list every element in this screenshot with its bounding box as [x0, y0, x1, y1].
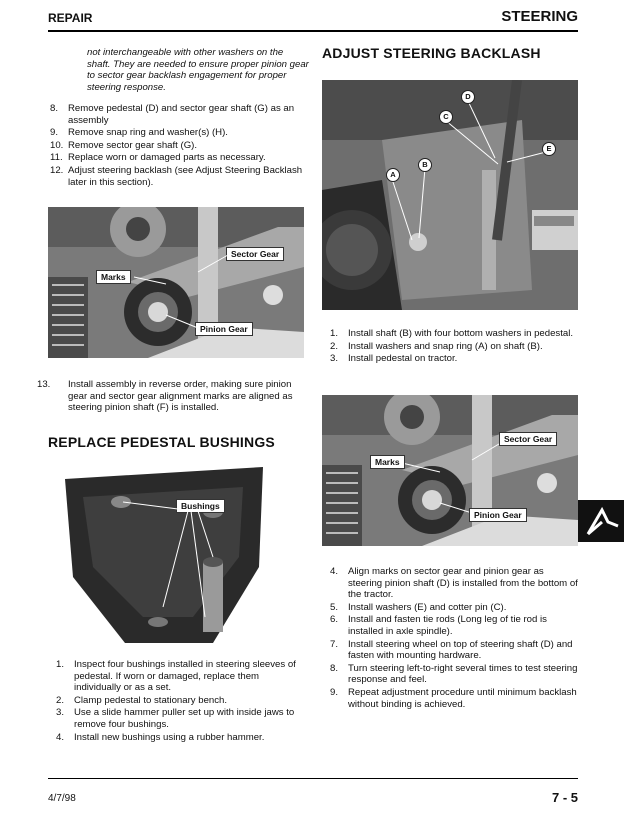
- list-item: 13. Install assembly in reverse order, making sure pinion gear and sector gear alignment marks are aligned as steering pinion shaft (F) is installed.: [37, 379, 293, 414]
- bushings-photo: [63, 467, 263, 643]
- pedestal-heading: REPLACE PEDESTAL BUSHINGS: [48, 434, 275, 450]
- list-item: 10. Remove sector gear shaft (G).: [50, 139, 198, 151]
- callout-lines-2: [322, 395, 578, 546]
- list-item: 9. Remove snap ring and washer(s) (H).: [50, 127, 228, 139]
- steering-wheel-icon: [578, 500, 624, 542]
- backlash-steps: [330, 328, 578, 366]
- list-item: 5. Install washers (E) and cotter pin (C).: [330, 601, 507, 613]
- backlash-photo: [322, 80, 578, 310]
- list-item: 2. Clamp pedestal to stationary bench.: [56, 694, 228, 706]
- marks-label: Marks: [96, 270, 131, 284]
- pinion-gear-label: Pinion Gear: [195, 322, 253, 336]
- list-item: 1. Inspect four bushings installed in steering sleeves of pedestal. If worn or damaged, replace them individually or as a set.: [56, 659, 296, 694]
- callout-c: C: [439, 110, 453, 124]
- gear-photo-2: [322, 395, 578, 546]
- page-number: 7 - 5: [551, 790, 578, 805]
- list-item: 8. Turn steering left-to-right several times to test steering response and feel.: [330, 662, 578, 686]
- callout-d: D: [461, 90, 475, 104]
- marks-label-2: Marks: [370, 455, 405, 469]
- list-item: 9. Repeat adjustment procedure until minimum backlash without binding is achieved.: [330, 686, 577, 710]
- install-step: [37, 379, 310, 415]
- removal-steps: [50, 103, 308, 189]
- callout-a: A: [386, 168, 400, 182]
- final-steps: [330, 566, 578, 711]
- footer-rule: [48, 778, 578, 779]
- list-item: 6. Install and fasten tie rods (Long leg of tie rod is installed in axle spindle).: [330, 614, 547, 637]
- list-item: 4. Align marks on sector gear and pinion gear as steering pinion shaft (D) is installed from the bottom of the tractor.: [330, 566, 578, 601]
- list-item: 3. Use a slide hammer puller set up with inside jaws to remove four bushings.: [56, 707, 295, 730]
- gear-photo-1: [48, 207, 304, 358]
- washer-note: not interchangeable with other washers on the shaft. They are needed to ensure proper pinion gear to sector gear backlash engagement for proper steering response.: [87, 47, 309, 93]
- sector-gear-label-2: Sector Gear: [499, 432, 557, 446]
- pinion-gear-label-2: Pinion Gear: [469, 508, 527, 522]
- list-item: 1. Install shaft (B) with four bottom washers in pedestal.: [330, 328, 574, 339]
- list-item: 12. Adjust steering backlash (see Adjust Steering Backlash later in this section).: [50, 164, 303, 188]
- header-chapter: STEERING: [501, 8, 578, 25]
- list-item: 2. Install washers and snap ring (A) on shaft (B).: [330, 340, 543, 352]
- list-item: 4. Install new bushings using a rubber hammer.: [56, 731, 265, 743]
- footer-date: 4/7/98: [48, 793, 76, 804]
- callout-e: E: [542, 142, 556, 156]
- sector-gear-label: Sector Gear: [226, 247, 284, 261]
- list-item: 3. Install pedestal on tractor.: [330, 353, 458, 365]
- bushings-lines: [63, 467, 263, 643]
- header-section: REPAIR: [48, 11, 93, 25]
- bushing-steps: [56, 659, 308, 744]
- list-item: 11. Replace worn or damaged parts as necessary.: [50, 152, 266, 164]
- steering-wheel-tab: [578, 500, 624, 542]
- list-item: 7. Install steering wheel on top of steering shaft (D) and fasten with mounting hardware.: [330, 638, 573, 662]
- bushings-label: Bushings: [176, 499, 225, 513]
- callout-b: B: [418, 158, 432, 172]
- header-rule: [48, 30, 578, 32]
- callout-lines: [48, 207, 304, 358]
- list-item: 8. Remove pedestal (D) and sector gear shaft (G) as an assembly: [50, 103, 295, 126]
- backlash-heading: ADJUST STEERING BACKLASH: [322, 45, 541, 61]
